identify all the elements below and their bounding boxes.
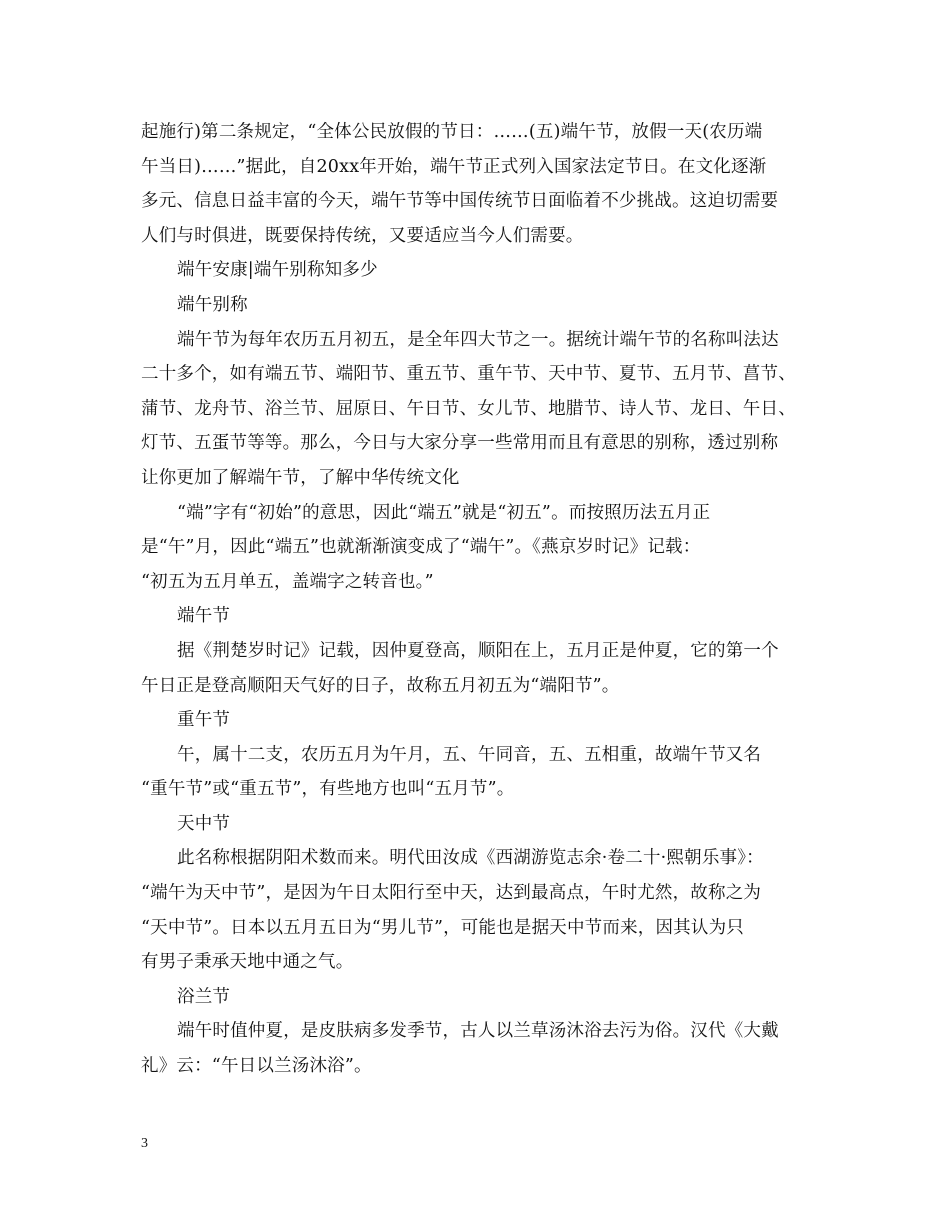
text-line: 是“午”月，因此“端五”也就渐渐演变成了“端午”。《燕京岁时记》记载： [141,537,701,558]
text-line: “重午节”或“重五节”，有些地方也叫“五月节”。 [141,779,515,800]
text-line: “端午为天中节”，是因为午日太阳行至中天，达到最高点，午时尤然，故称之为 [141,883,762,904]
section-heading: 端午别称 [177,294,248,315]
text-line: 人们与时俱进，既要保持传统，又要适应当今人们需要。 [141,225,584,246]
text-line: 多元、信息日益丰富的今天，端午节等中国传统节日面临着不少挑战。这迫切需要 [141,191,779,212]
text-line: 礼》云：“午日以兰汤沐浴”。 [141,1056,372,1077]
section-heading: 端午安康|端午别称知多少 [177,260,378,281]
text-line: 据《荆楚岁时记》记载，因仲夏登高，顺阳在上，五月正是仲夏，它的第一个 [177,640,779,661]
section-heading: 天中节 [177,813,231,834]
text-line: 午当日)……”据此，自20xx年开始，端午节正式列入国家法定节日。在文化逐渐 [141,156,767,177]
text-line: 此名称根据阴阳术数而来。明代田汝成《西湖游览志余·卷二十·熙朝乐事》： [177,848,764,869]
page-number: 3 [141,1136,148,1151]
section-heading: 端午节 [177,606,231,627]
text-line: 蒲节、龙舟节、浴兰节、屈原日、午日节、女儿节、地腊节、诗人节、龙日、午日、 [141,398,796,419]
text-line: 二十多个，如有端五节、端阳节、重五节、重午节、天中节、夏节、五月节、菖节、 [141,364,796,385]
text-line: 端午时值仲夏，是皮肤病多发季节，古人以兰草汤沐浴去污为俗。汉代《大戴 [177,1021,779,1042]
text-line: 灯节、五蛋节等等。那么，今日与大家分享一些常用而且有意思的别称，透过别称 [141,433,779,454]
text-line: “天中节”。日本以五月五日为“男儿节”，可能也是据天中节而来，因其认为只 [141,917,744,938]
text-line: 午日正是登高顺阳天气好的日子，故称五月初五为“端阳节”。 [141,675,620,696]
text-line: “端”字有“初始”的意思，因此“端五”就是“初五”。而按照历法五月正 [177,502,711,523]
text-line: “初五为五月单五，盖端字之转音也。” [141,571,434,592]
text-line: 有男子秉承天地中通之气。 [141,952,354,973]
body-text [141,115,821,1084]
section-heading: 浴兰节 [177,986,231,1007]
text-line: 端午节为每年农历五月初五，是全年四大节之一。据统计端午节的名称叫法达 [177,329,779,350]
text-line: 让你更加了解端午节，了解中华传统文化 [141,467,460,488]
text-line: 午，属十二支，农历五月为午月，五、午同音，五、五相重，故端午节又名 [177,744,762,765]
text-line: 起施行)第二条规定，“全体公民放假的节日：……(五)端午节，放假一天(农历端 [141,122,763,142]
section-heading: 重午节 [177,710,231,731]
